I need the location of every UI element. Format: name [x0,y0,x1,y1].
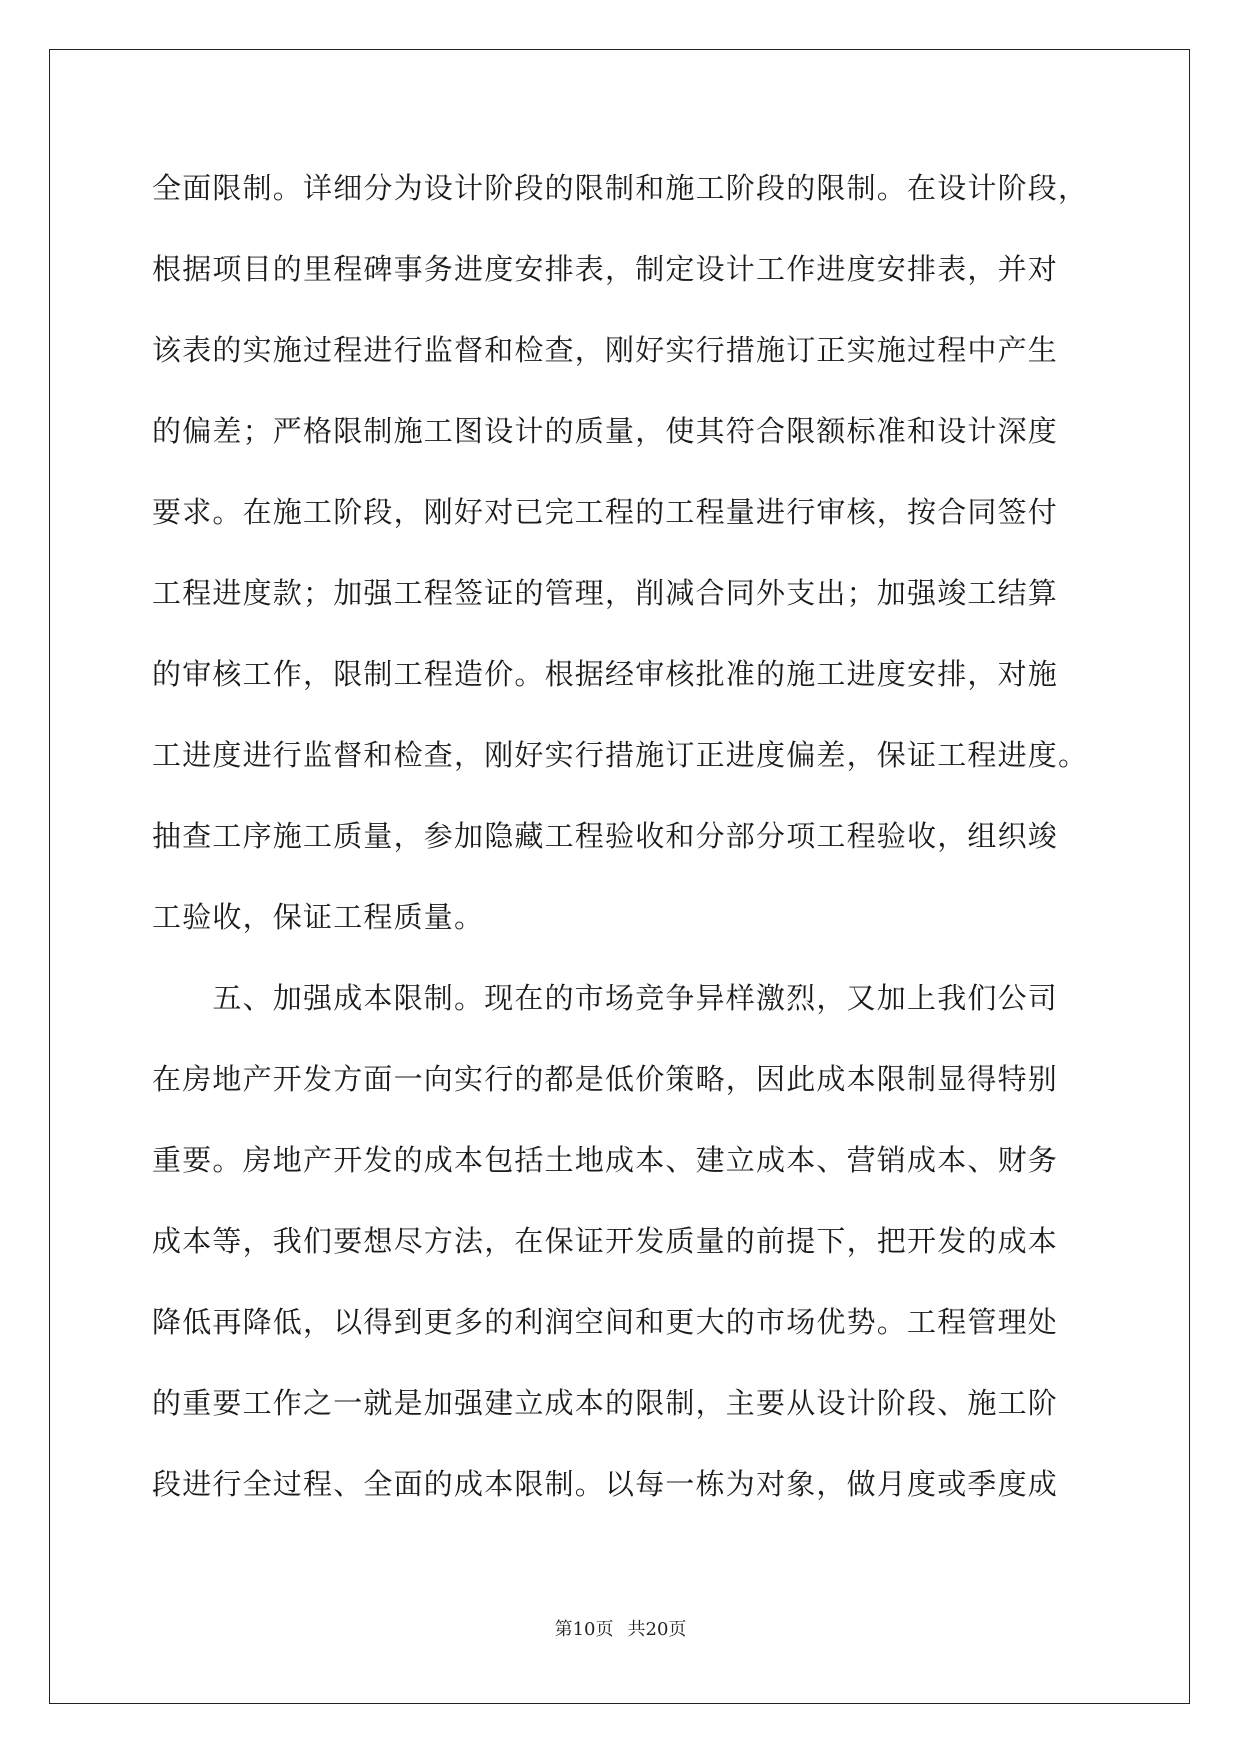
paragraph-line: 该表的实施过程进行监督和检查，刚好实行措施订正实施过程中产生 [152,333,1059,367]
paragraph-line: 重要。房地产开发的成本包括土地成本、建立成本、营销成本、财务 [152,1143,1059,1177]
total-page-count: 共20页 [627,1619,687,1640]
paragraph-line: 的重要工作之一就是加强建立成本的限制，主要从设计阶段、施工阶 [152,1386,1059,1420]
paragraph-line: 的审核工作，限制工程造价。根据经审核批准的施工进度安排，对施 [152,657,1059,691]
paragraph-line: 要求。在施工阶段，刚好对已完工程的工程量进行审核，按合同签付 [152,495,1059,529]
paragraph-line: 抽查工序施工质量，参加隐藏工程验收和分部分项工程验收，组织竣 [152,819,1059,853]
page-footer [0,1618,1241,1642]
paragraph-line: 的偏差；严格限制施工图设计的质量，使其符合限额标准和设计深度 [152,414,1059,448]
paragraph-line: 成本等，我们要想尽方法，在保证开发质量的前提下，把开发的成本 [152,1224,1059,1258]
paragraph-line: 工程进度款；加强工程签证的管理，削减合同外支出；加强竣工结算 [152,576,1059,610]
paragraph-line: 五、加强成本限制。现在的市场竞争异样激烈，又加上我们公司 [152,981,1059,1015]
paragraph-line: 工验收，保证工程质量。 [152,900,485,934]
paragraph-line: 降低再降低，以得到更多的利润空间和更大的市场优势。工程管理处 [152,1305,1059,1339]
document-body [152,168,1092,1545]
paragraph-line: 工进度进行监督和检查，刚好实行措施订正进度偏差，保证工程进度。 [152,738,1089,772]
paragraph-line: 在房地产开发方面一向实行的都是低价策略，因此成本限制显得特别 [152,1062,1059,1096]
current-page-number: 第10页 [554,1619,614,1640]
paragraph-line: 段进行全过程、全面的成本限制。以每一栋为对象，做月度或季度成 [152,1467,1059,1501]
paragraph-line: 全面限制。详细分为设计阶段的限制和施工阶段的限制。在设计阶段， [152,171,1089,205]
paragraph-line: 根据项目的里程碑事务进度安排表，制定设计工作进度安排表，并对 [152,252,1059,286]
